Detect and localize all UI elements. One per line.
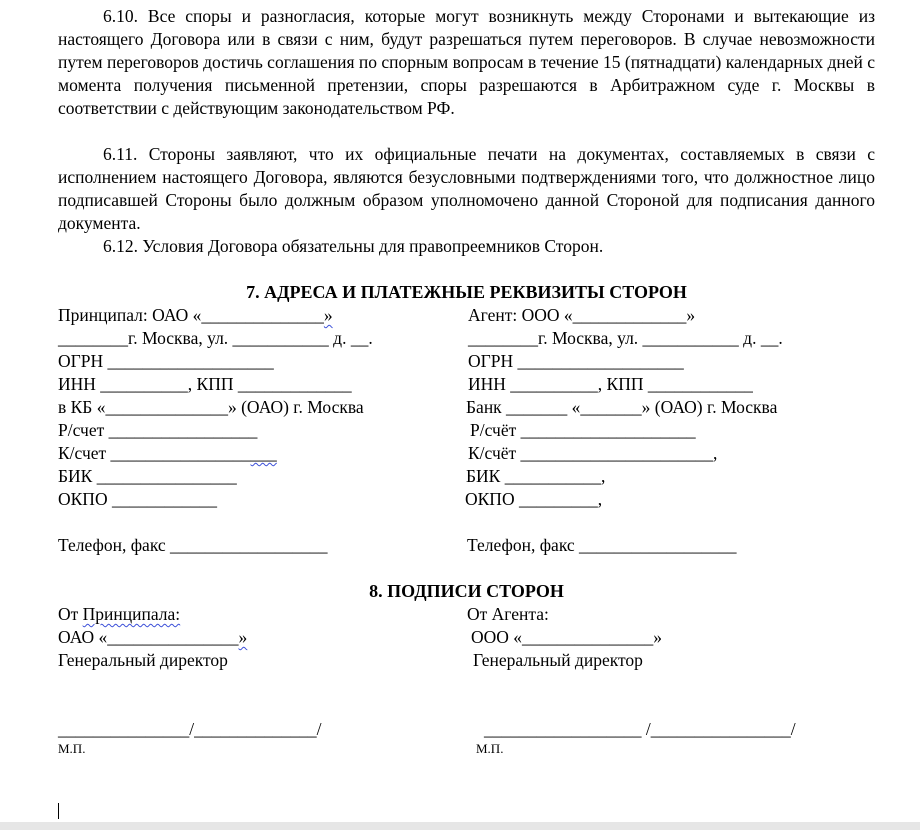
agent-from: От Агента:: [467, 604, 549, 624]
agent-name-line: Агент: ООО «_____________»: [468, 305, 696, 325]
principal-okpo: ОКПО ____________: [58, 489, 217, 509]
agent-stamp-label: М.П.: [476, 741, 504, 756]
clause-6-12: 6.12. Условия Договора обязательны для правопреемников Сторон.: [103, 236, 604, 256]
text-cursor: [58, 803, 59, 819]
section-8-heading: 8. ПОДПИСИ СТОРОН: [369, 581, 564, 601]
agent-settlement-account: Р/счёт ____________________: [470, 420, 696, 440]
principal-phone-fax: Телефон, факс __________________: [58, 535, 328, 555]
principal-bank: в КБ «______________» (ОАО) г. Москва: [58, 397, 364, 417]
principal-bik: БИК ________________: [58, 466, 237, 486]
principal-position: Генеральный директор: [58, 650, 228, 670]
section-7-heading: 7. АДРЕСА И ПЛАТЕЖНЫЕ РЕКВИЗИТЫ СТОРОН: [246, 282, 687, 302]
principal-stamp-label: М.П.: [58, 741, 86, 756]
agent-ogrn: ОГРН ___________________: [468, 351, 684, 371]
principal-inn-kpp: ИНН __________, КПП _____________: [58, 374, 352, 394]
principal-name-line: Принципал: ОАО «______________»: [58, 305, 333, 325]
agent-signature-line: __________________ /________________/: [484, 719, 796, 739]
principal-settlement-account: Р/счет _________________: [58, 420, 258, 440]
principal-from: От Принципала:: [58, 604, 181, 624]
principal-ogrn: ОГРН ___________________: [58, 351, 274, 371]
agent-org: ООО «_______________»: [471, 627, 663, 647]
agent-address: ________г. Москва, ул. ___________ д. __.: [468, 328, 783, 348]
agent-inn-kpp: ИНН __________, КПП ____________: [468, 374, 753, 394]
clause-6-11: 6.11. Стороны заявляют, что их официальные печати на документах, составляемых в связи с исполнением настоящего Договора, являются безусловными подтверждениями того, что должностное лицо подписавшей Стороны было должным образом уполномочено данной Стороной для подписания данного документа.: [58, 144, 875, 233]
principal-signature-line: _______________/______________/: [58, 719, 322, 739]
agent-phone-fax: Телефон, факс __________________: [467, 535, 737, 555]
principal-address: ________г. Москва, ул. ___________ д. __.: [58, 328, 373, 348]
clause-6-10: 6.10. Все споры и разногласия, которые могут возникнуть между Сторонами и вытекающие из настоящего Договора или в связи с ним, будут разрешаться путем переговоров. В случае невозможности путем переговоров достичь соглашения по спорным вопросам в течение 15 (пятнадцати) календарных дней с момента получения письменной претензии, споры разрешаются в Арбитражном суде г. Москвы в соответствии с действующим законодательством РФ.: [58, 6, 875, 118]
agent-position: Генеральный директор: [473, 650, 643, 670]
page-bottom-edge: [0, 822, 920, 830]
principal-corr-account: К/счет ___________________: [58, 443, 277, 463]
agent-okpo: ОКПО _________,: [465, 489, 603, 509]
agent-corr-account: К/счёт ______________________,: [468, 443, 718, 463]
agent-bank: Банк _______ «_______» (ОАО) г. Москва: [466, 397, 778, 417]
principal-org: ОАО «_______________»: [58, 627, 248, 647]
agent-bik: БИК ___________,: [466, 466, 606, 486]
